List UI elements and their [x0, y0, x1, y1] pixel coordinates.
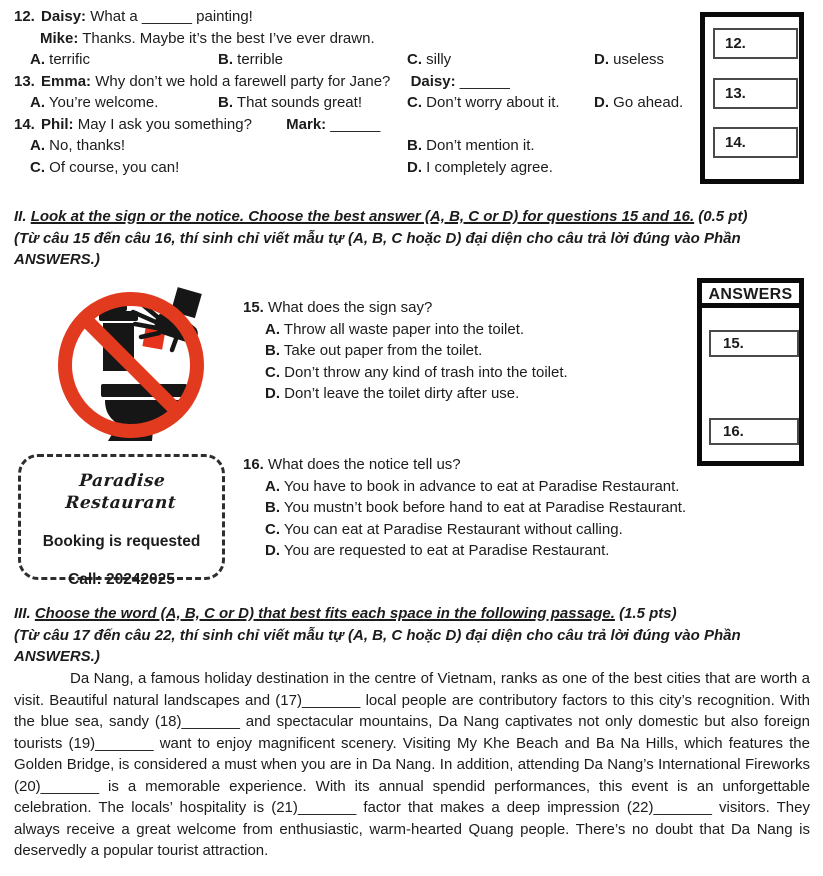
question-12-speaker-a: Daisy: [41, 8, 87, 25]
question-15-text: What does the sign say? [268, 299, 433, 316]
restaurant-notice [18, 454, 225, 588]
question-14-text-a: May I ask you something? [77, 115, 252, 133]
option-15-c: C. Don’t throw any kind of trash into the toilet. [265, 363, 568, 381]
question-14-blank: ______ [330, 115, 381, 133]
question-16-options [243, 476, 818, 562]
question-16 [243, 454, 818, 562]
question-12-options [14, 49, 698, 71]
option-13-c: C. Don’t worry about it. [407, 94, 560, 111]
section-2-note-vietnamese: (Từ câu 15 đến câu 16, thí sinh chỉ viết mẫu tự (A, B, C hoặc D) đại diện cho câu trả lời đúng vào Phần ANSWERS.) [14, 229, 741, 268]
question-16-line [243, 454, 818, 476]
question-12-speaker-b: Mike: [40, 29, 79, 47]
option-14-b: B. Don’t mention it. [407, 137, 535, 154]
question-13-text-a: Why don’t we hold a farewell party for Jane? [95, 72, 391, 90]
question-16-number: 16. [243, 456, 264, 473]
section-2-instruction: Look at the sign or the notice. Choose the best answer (A, B, C or D) for questions 15 and 16. [30, 208, 695, 225]
option-12-a: A. terrific [30, 51, 91, 68]
question-15 [243, 297, 698, 405]
section-3-points: (1.5 pts) [614, 605, 677, 622]
option-16-b: B. You mustn’t book before hand to eat at Paradise Restaurant. [265, 499, 687, 516]
option-16-c: C. You can eat at Paradise Restaurant without calling. [265, 520, 623, 538]
answer-box-questions-12-14 [700, 12, 804, 184]
section-3-heading [14, 603, 794, 668]
question-15-number: 15. [243, 299, 264, 316]
section-2-heading [14, 206, 794, 271]
question-14-number: 14. [14, 115, 35, 133]
option-15-b: B. Take out paper from the toilet. [265, 342, 483, 359]
question-16-text: What does the notice tell us? [268, 456, 461, 473]
cloze-passage: Da Nang, a famous holiday destination in the centre of Vietnam, ranks as one of the best cities that are worth a visit. Beautiful natural landscapes and (17)_______ local people are contributory factors to this city’s recognition. With the blue sea, sandy (18)_______ and spectacular mountains, Da Nang captivates not only domestic but also foreign tourists (19)_______ want to enjoy magnificent scenery. Visiting My Khe Beach and Ba Na Hills, which features the Golden Bridge, is considered a must when you are in Da Nang. In addition, attending Da Nang’s International Fireworks (20)_______ is a memorable experience. With its annual spendid performances, this event is an unforgettable celebration. The locals’ hospitality is (21)_______ factor that makes a deep impression (22)_______ visitors. They always receive a great welcome from enthusiastic, warm-hearted Quang people. There’s no doubt that Da Nang is deservedly a popular tourist attraction. [14, 670, 810, 859]
question-15-options [243, 319, 698, 405]
option-14-a: A. No, thanks! [30, 137, 126, 154]
question-13-options [14, 92, 698, 114]
option-13-b: B. That sounds great! [218, 94, 362, 111]
notice-phone-line: Call: 20242025 [68, 570, 175, 588]
option-15-a: A. Throw all waste paper into the toilet. [265, 320, 525, 338]
option-15-d: D. Don’t leave the toilet dirty after use. [265, 385, 520, 402]
question-14-speaker-a: Phil: [41, 115, 74, 133]
option-16-a: A. You have to book in advance to eat at Paradise Restaurant. [265, 477, 680, 495]
section-3-note-vietnamese: (Từ câu 17 đến câu 22, thí sinh chỉ viết mẫu tự (A, B, C hoặc D) đại diện cho câu trả lời đúng vào Phần ANSWERS.) [14, 626, 741, 665]
option-16-d: D. You are requested to eat at Paradise Restaurant. [265, 542, 610, 559]
no-trash-in-toilet-sign-image [56, 286, 206, 444]
section-3-number: III. [14, 605, 31, 622]
question-15-line [243, 297, 698, 319]
question-12-text-b: Thanks. Maybe it’s the best I’ve ever drawn. [82, 29, 375, 47]
section-3-heading-line [14, 603, 794, 625]
option-13-d: D. Go ahead. [594, 94, 684, 111]
notice-booking-line: Booking is requested [42, 533, 201, 550]
section-1-questions [14, 6, 698, 178]
notice-title: Paradise Restaurant [64, 471, 177, 513]
option-12-c: C. silly [407, 51, 452, 68]
option-12-b: B. terrible [218, 51, 284, 68]
question-13-speaker-a: Emma: [41, 72, 92, 90]
question-13-blank: ______ [459, 72, 510, 90]
question-13-line [14, 71, 698, 93]
question-14-speaker-b: Mark: [286, 115, 327, 133]
question-14-options-row-1 [14, 135, 698, 157]
answer-cell-14[interactable]: 14. [713, 127, 798, 158]
option-14-c: C. Of course, you can! [30, 158, 180, 176]
answers-box-questions-15-16 [697, 278, 804, 466]
answer-cell-16[interactable]: 16. [709, 418, 799, 445]
question-12-line-2 [14, 28, 698, 50]
question-14-line [14, 114, 698, 136]
answer-cell-12[interactable]: 12. [713, 28, 798, 59]
question-12-text-a: What a ______ painting! [90, 8, 253, 25]
answers-box-title: ANSWERS [702, 283, 799, 308]
section-2-heading-line [14, 206, 794, 228]
question-13-speaker-b: Daisy: [410, 72, 456, 90]
option-14-d: D. I completely agree. [407, 158, 553, 176]
section-3-instruction: Choose the word (A, B, C or D) that best fits each space in the following passage. [34, 605, 615, 622]
option-13-a: A. You’re welcome. [30, 94, 159, 111]
answer-cell-15[interactable]: 15. [709, 330, 799, 357]
section-2-number: II. [14, 208, 27, 225]
question-14-options-row-2 [14, 157, 698, 179]
option-12-d: D. useless [594, 51, 665, 68]
section-2-points: (0.5 pt) [694, 208, 748, 225]
question-12-number: 12. [14, 8, 35, 25]
answer-cell-13[interactable]: 13. [713, 78, 798, 109]
question-13-number: 13. [14, 72, 35, 90]
question-12-line-1 [14, 6, 698, 28]
